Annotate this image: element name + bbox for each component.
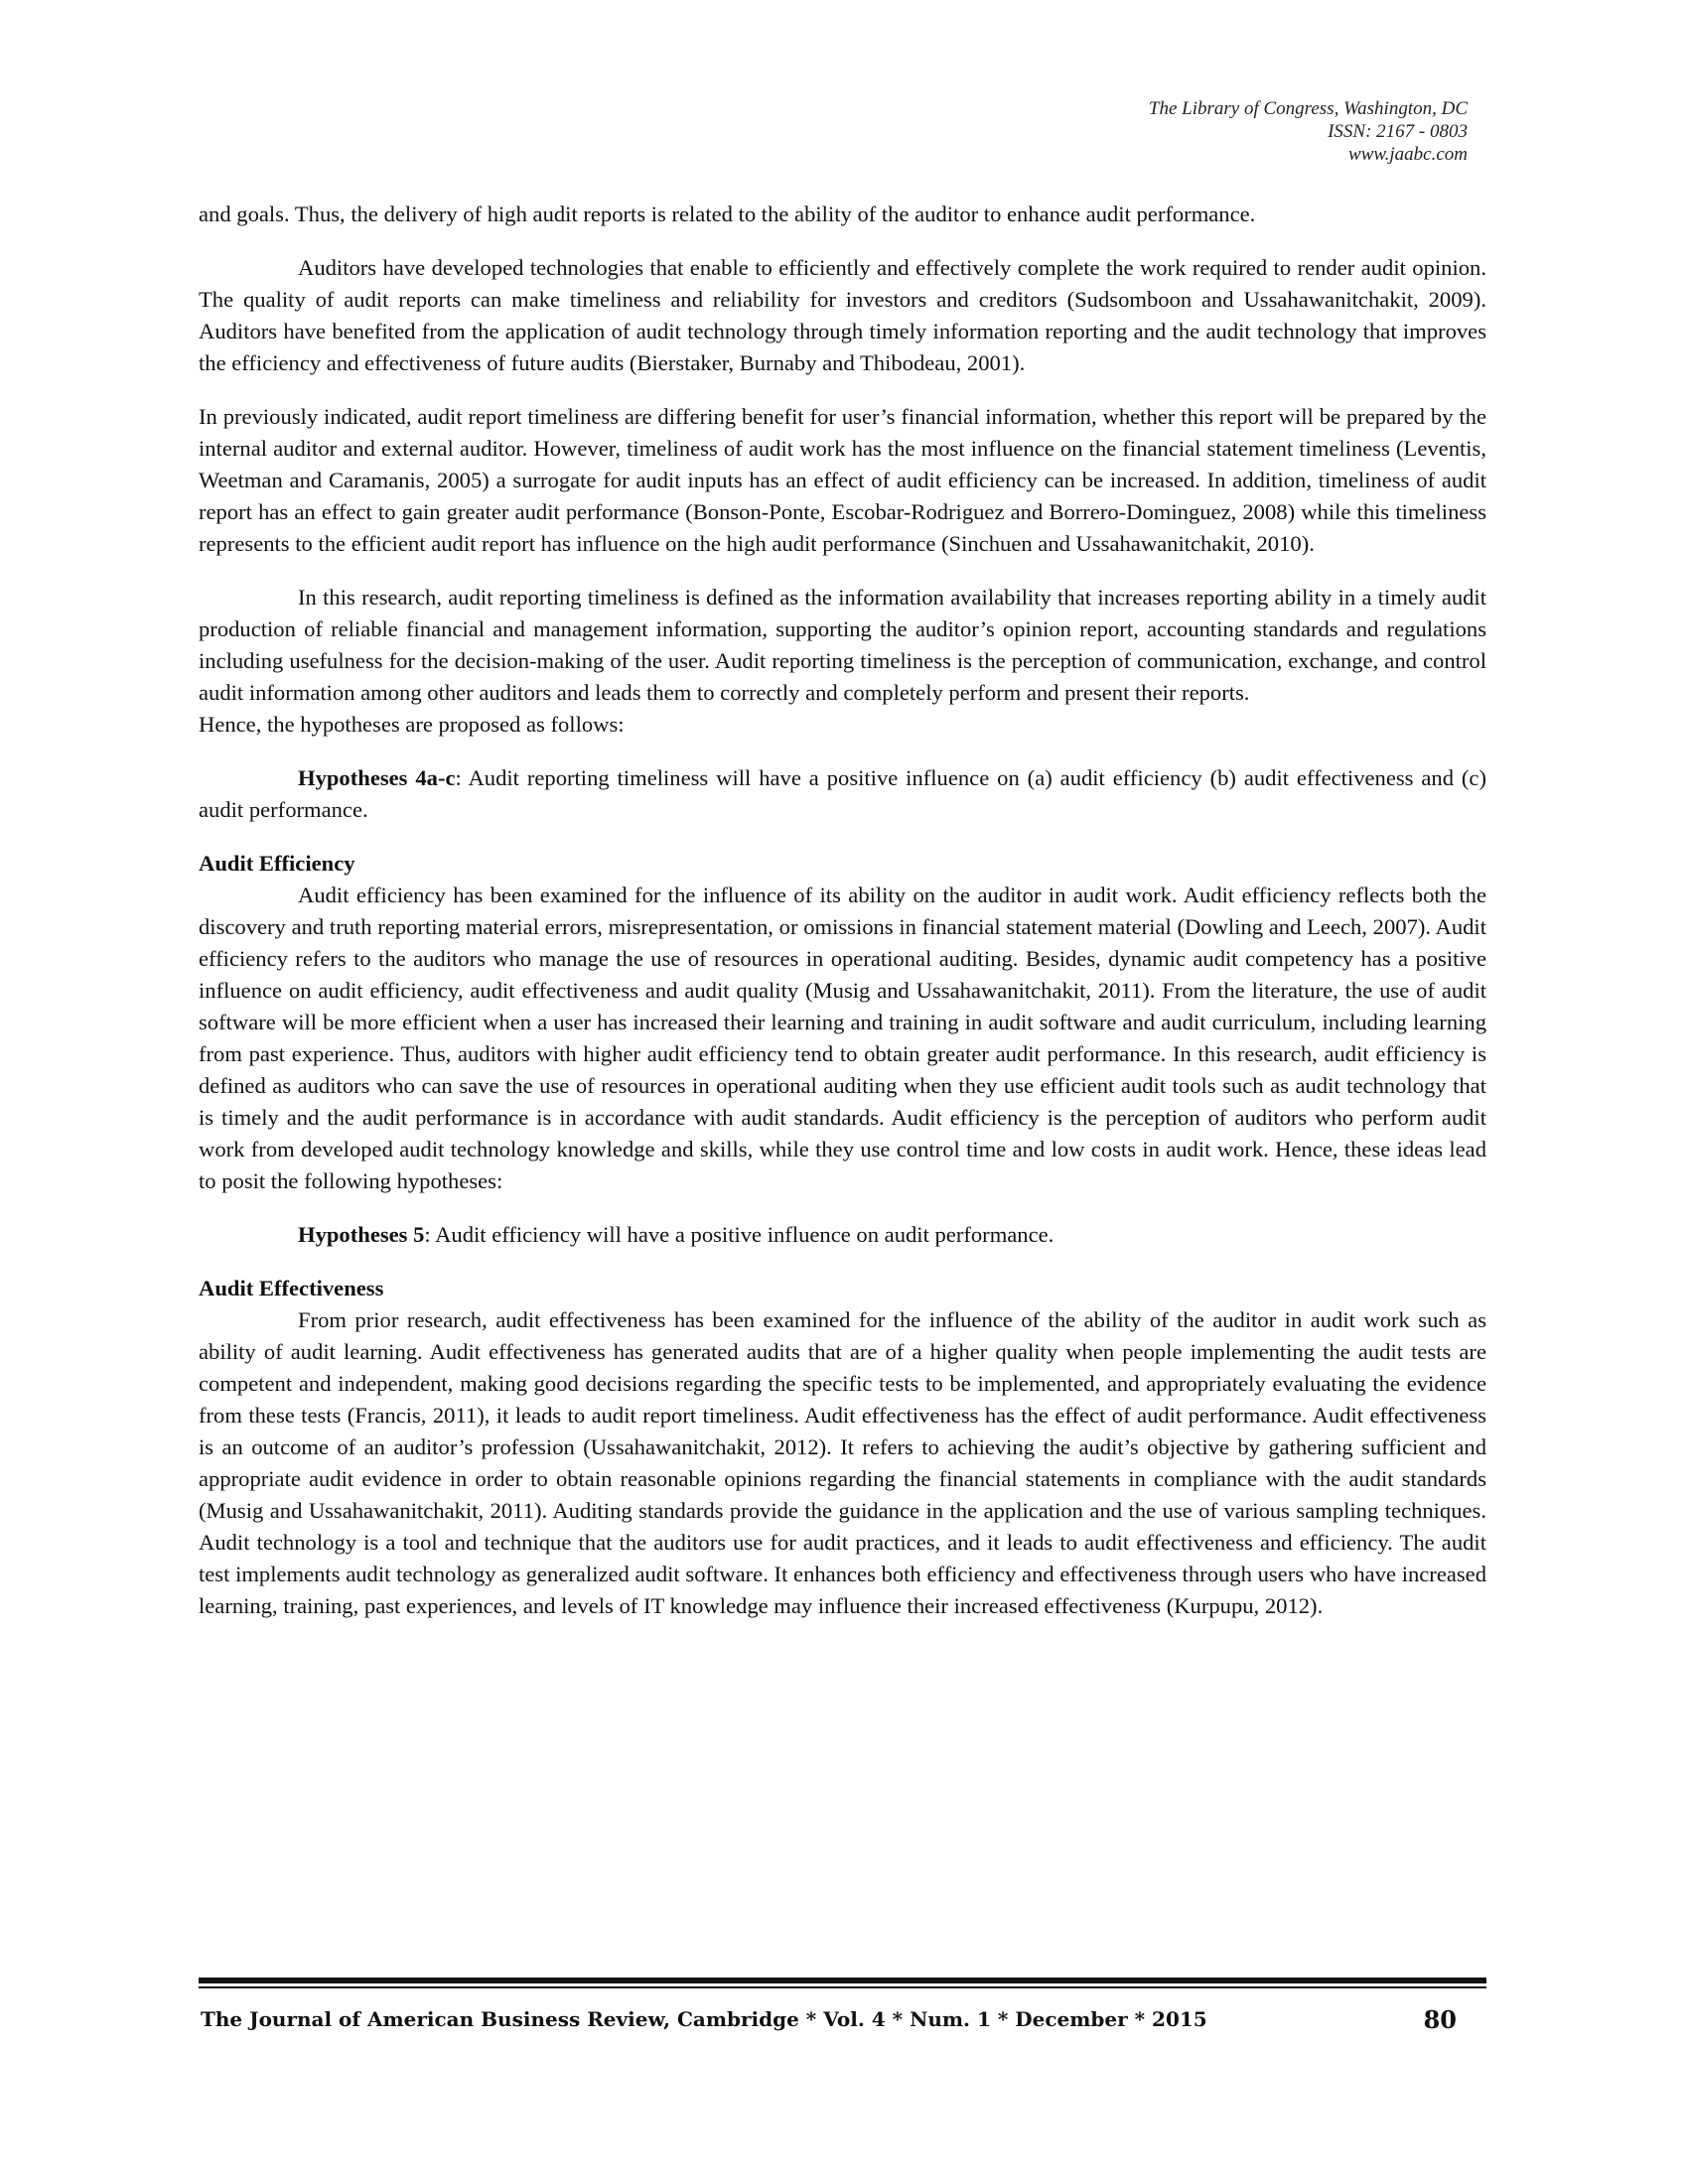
- hypothesis-label: Hypotheses 4a-c: [298, 765, 456, 790]
- section-heading: Audit Efficiency: [199, 851, 355, 876]
- paragraph: From prior research, audit effectiveness has been examined for the influence of the ability of the auditor in audit work such as ability of audit learning. Audit effectiveness has generated audits that are of a higher quality when people implementing the audit tests are competent and independent, making good decisions regarding the specific tests to be implemented, and appropriately evaluating the evidence from these tests (Francis, 2011), it leads to audit report timeliness. Audit effectiveness has the effect of audit performance. Audit effectiveness is an outcome of an auditor’s profession (Ussahawanitchakit, 2012). It refers to achieving the audit’s objective by gathering sufficient and appropriate audit evidence in order to obtain reasonable opinions regarding the financial statements in compliance with the audit standards (Musig and Ussahawanitchakit, 2011). Auditing standards provide the guidance in the application and the use of various sampling techniques. Audit technology is a tool and technique that the auditors use for audit practices, and it leads to audit effectiveness and efficiency. The audit test implements audit technology as generalized audit software. It enhances both efficiency and effectiveness through users who have increased learning, training, past experiences, and levels of IT knowledge may influence their increased effectiveness (Kurpupu, 2012).: [199, 1307, 1486, 1618]
- paragraph: In previously indicated, audit report timeliness are differing benefit for user’s financial information, whether this report will be prepared by the internal auditor and external auditor. However, timeliness of audit work has the most influence on the financial statement timeliness (Leventis, Weetman and Caramanis, 2005) a surrogate for audit inputs has an effect of audit efficiency can be increased. In addition, timeliness of audit report has an effect to gain greater audit performance (Bonson-Ponte, Escobar-Rodriguez and Borrero-Dominguez, 2008) while this timeliness represents to the efficient audit report has influence on the high audit performance (Sinchuen and Ussahawanitchakit, 2010).: [199, 404, 1486, 556]
- article-body: [199, 199, 1486, 1622]
- paragraph-continued: and goals. Thus, the delivery of high audit reports is related to the ability of the auditor to enhance audit performance.: [199, 202, 1256, 226]
- hypothesis-5: [199, 1219, 1486, 1251]
- header-website: www.jaabc.com: [1348, 144, 1468, 165]
- hypothesis-text: : Audit reporting timeliness will have a positive influence on (a) audit efficiency (b) audit effectiveness and (c) audit performance.: [199, 765, 1486, 822]
- paragraph: In this research, audit reporting timeliness is defined as the information availability that increases reporting ability in a timely audit production of reliable financial and management information, supporting the auditor’s opinion report, accounting standards and regulations including usefulness for the decision-making of the user. Audit reporting timeliness is the perception of communication, exchange, and control audit information among other auditors and leads them to correctly and completely perform and present their reports.: [199, 585, 1486, 705]
- header-publisher: The Library of Congress, Washington, DC: [1148, 98, 1468, 119]
- page-number: 80: [1423, 2005, 1457, 2034]
- paragraph: Hence, the hypotheses are proposed as follows:: [199, 712, 625, 737]
- footer-journal-citation: The Journal of American Business Review, Cambridge * Vol. 4 * Num. 1 * December * 2015: [201, 2007, 1207, 2031]
- footer-rule: [199, 1978, 1486, 1983]
- paragraph: Audit efficiency has been examined for the influence of its ability on the auditor in audit work. Audit efficiency reflects both the discovery and truth reporting material errors, misrepresentation, or omissions in financial statement material (Dowling and Leech, 2007). Audit efficiency refers to the auditors who manage the use of resources in operational auditing. Besides, dynamic audit competency has a positive influence on audit efficiency, audit effectiveness and audit quality (Musig and Ussahawanitchakit, 2011). From the literature, the use of audit software will be more efficient when a user has increased their learning and training in audit software and audit curriculum, including learning from past experience. Thus, auditors with higher audit efficiency tend to obtain greater audit performance. In this research, audit efficiency is defined as auditors who can save the use of resources in operational auditing when they use efficient audit tools such as audit technology that is timely and the audit performance is in accordance with audit standards. Audit efficiency is the perception of auditors who perform audit work from developed audit technology knowledge and skills, while they use control time and low costs in audit work. Hence, these ideas lead to posit the following hypotheses:: [199, 883, 1486, 1193]
- hypothesis-text: : Audit efficiency will have a positive influence on audit performance.: [424, 1222, 1055, 1247]
- running-header: [1149, 97, 1468, 166]
- footer-rule: [199, 1986, 1486, 1988]
- paragraph: Auditors have developed technologies that enable to efficiently and effectively complete the work required to render audit opinion. The quality of audit reports can make timeliness and reliability for investors and creditors (Sudsomboon and Ussahawanitchakit, 2009). Auditors have benefited from the application of audit technology through timely information reporting and the audit technology that improves the efficiency and effectiveness of future audits (Bierstaker, Burnaby and Thibodeau, 2001).: [199, 255, 1486, 375]
- section-heading: Audit Effectiveness: [199, 1276, 384, 1300]
- hypothesis-4: [199, 762, 1486, 826]
- hypothesis-label: Hypotheses 5: [298, 1222, 425, 1247]
- header-issn: ISSN: 2167 - 0803: [1328, 121, 1468, 142]
